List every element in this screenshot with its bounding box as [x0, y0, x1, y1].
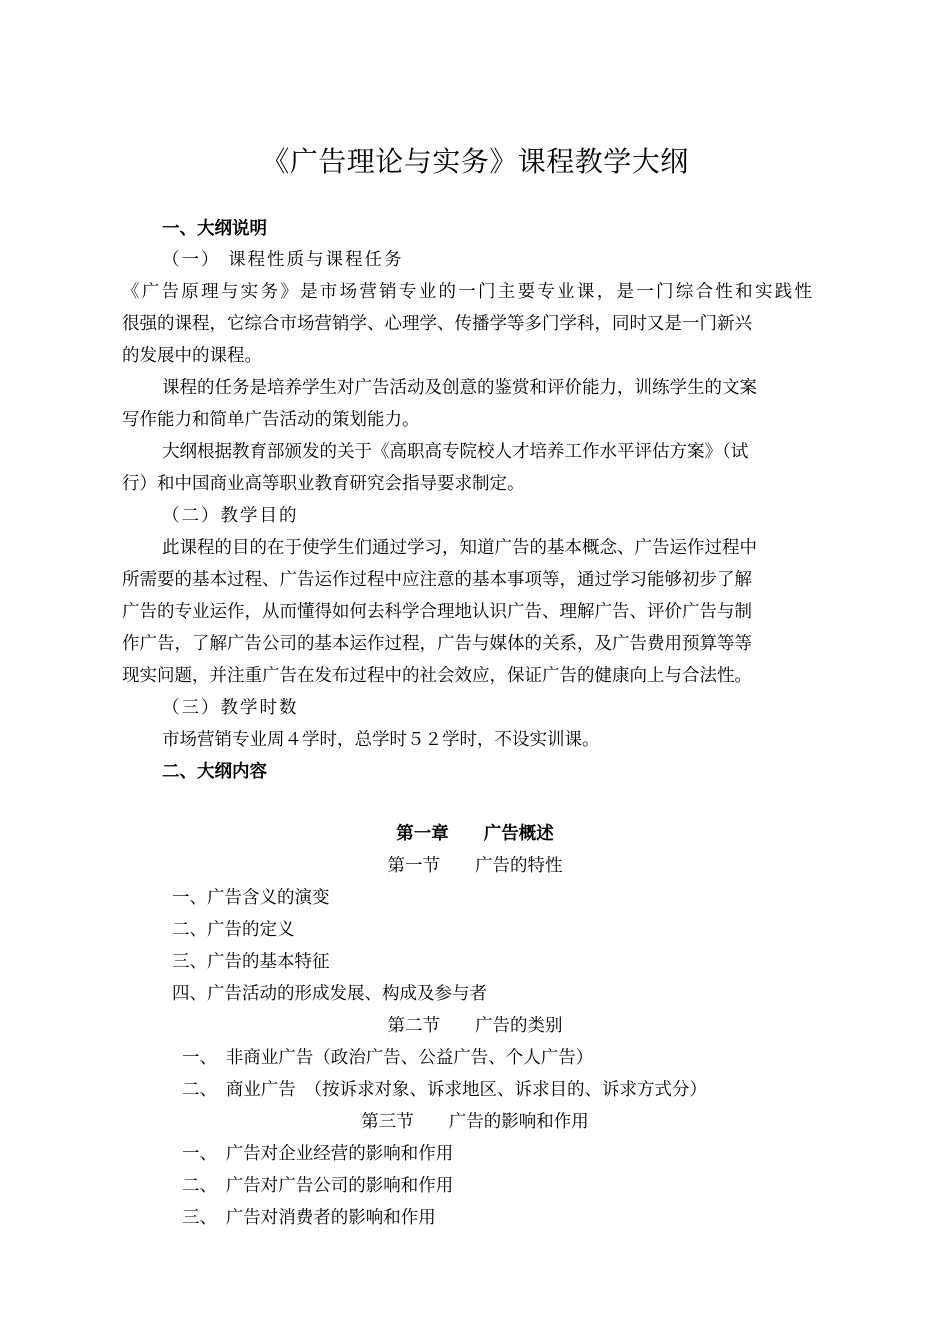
subsection-heading-hours: （三）教学时数 — [162, 698, 299, 718]
document-title: 《广告理论与实务》课程教学大纲 — [261, 145, 689, 178]
paragraph-line: 课程的任务是培养学生对广告活动及创意的鉴赏和评价能力，训练学生的文案 — [162, 378, 757, 398]
paragraph-line: 写作能力和简单广告活动的策划能力。 — [122, 410, 420, 430]
paragraph-line: 作广告，了解广告公司的基本运作过程，广告与媒体的关系，及广告费用预算等等 — [122, 634, 752, 654]
list-item: 一、 非商业广告（政治广告、公益广告、个人广告） — [182, 1048, 594, 1068]
paragraph-line: 大纲根据教育部颁发的关于《高职高专院校人才培养工作水平评估方案》（试 — [162, 442, 749, 462]
list-item: 二、广告的定义 — [172, 920, 295, 940]
section-heading-content: 二、大纲内容 — [162, 762, 267, 782]
paragraph-line: 《广告原理与实务》是市场营销专业的一门主要专业课，是一门综合性和实践性 — [122, 282, 812, 302]
section-heading-outline: 一、大纲说明 — [162, 219, 267, 239]
paragraph-line: 此课程的目的在于使学生们通过学习，知道广告的基本概念、广告运作过程中 — [162, 538, 757, 558]
paragraph-line: 所需要的基本过程、广告运作过程中应注意的基本事项等，通过学习能够初步了解 — [122, 570, 752, 590]
paragraph-line: 的发展中的课程。 — [122, 346, 262, 366]
list-item: 三、广告的基本特征 — [172, 952, 330, 972]
section-heading: 第一节 广告的特性 — [387, 856, 563, 876]
paragraph-line: 市场营销专业周４学时，总学时５２学时，不设实训课。 — [162, 730, 600, 750]
list-item: 三、 广告对消费者的影响和作用 — [182, 1208, 436, 1228]
paragraph-line: 广告的专业运作，从而懂得如何去科学合理地认识广告、理解广告、评价广告与制 — [122, 602, 752, 622]
section-heading: 第二节 广告的类别 — [387, 1016, 563, 1036]
subsection-heading-purpose: （二）教学目的 — [162, 506, 299, 526]
list-item: 二、 商业广告 （按诉求对象、诉求地区、诉求目的、诉求方式分） — [182, 1080, 707, 1100]
paragraph-line: 很强的课程，它综合市场营销学、心理学、传播学等多门学科，同时又是一门新兴 — [122, 314, 752, 334]
subsection-heading-nature: （一） 课程性质与课程任务 — [162, 250, 404, 270]
list-item: 四、广告活动的形成发展、构成及参与者 — [172, 984, 487, 1004]
chapter-heading: 第一章 广告概述 — [396, 824, 554, 844]
list-item: 二、 广告对广告公司的影响和作用 — [182, 1176, 454, 1196]
list-item: 一、广告含义的演变 — [172, 888, 330, 908]
paragraph-line: 现实问题，并注重广告在发布过程中的社会效应，保证广告的健康向上与合法性。 — [122, 666, 752, 686]
section-heading: 第三节 广告的影响和作用 — [361, 1112, 589, 1132]
paragraph-line: 行）和中国商业高等职业教育研究会指导要求制定。 — [122, 474, 525, 494]
list-item: 一、 广告对企业经营的影响和作用 — [182, 1144, 454, 1164]
